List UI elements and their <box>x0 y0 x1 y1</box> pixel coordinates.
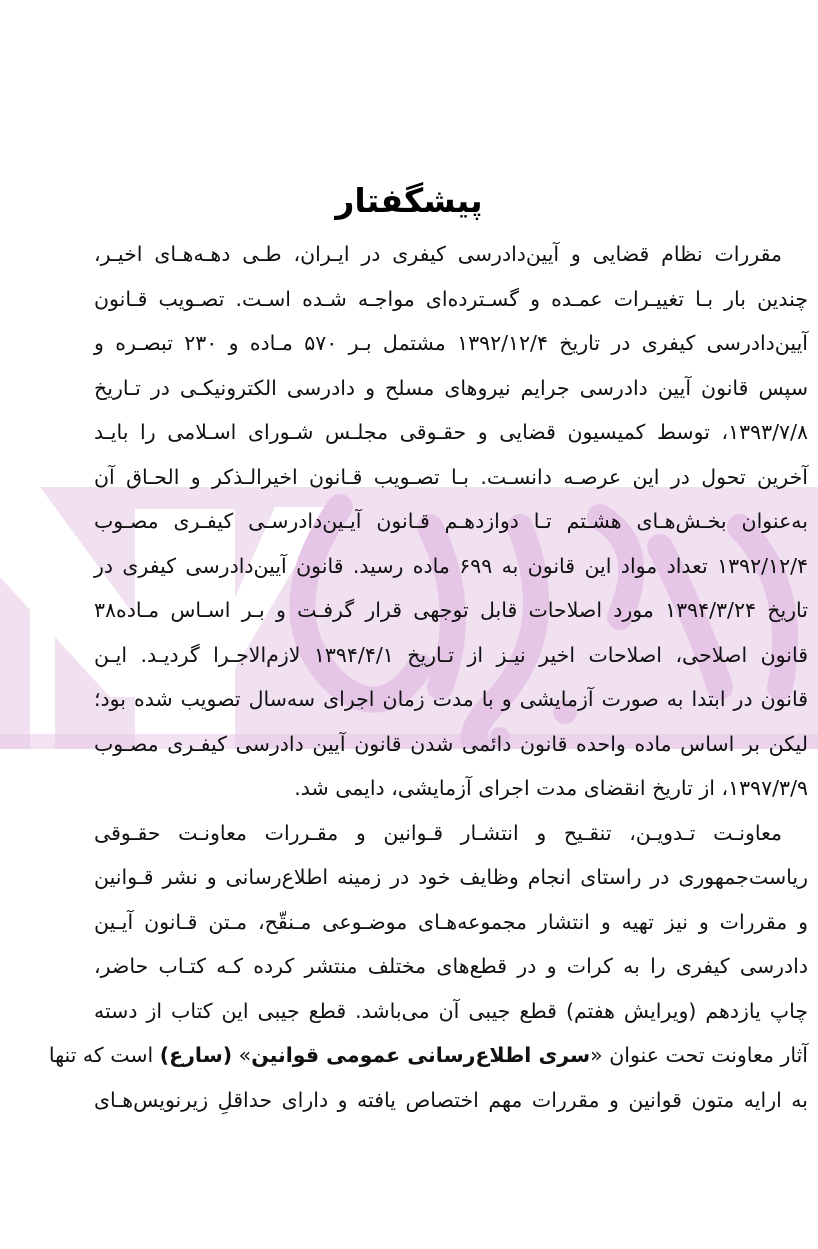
text-line: ۱۳۹۷/۳/۹، از تاریخ انقضای مدت اجرای آزمایشی، دایمی شد. <box>294 776 808 800</box>
body-text <box>48 232 808 1122</box>
text-line: قانون اصلاحی، اصلاحات اخیر نیـز از تـاریخ ۱۳۹۴/۴/۱ لازم‌الاجـرا گردیـد. ایـن <box>94 642 808 667</box>
page-title: پیشگفتار <box>335 181 483 220</box>
text-line: به ارایه متون قوانین و مقررات مهم اختصاص یافته و دارای حداقلِ زیرنویس‌هـای <box>94 1087 808 1112</box>
text-line: لیکن بر اساس ماده واحده قانون دائمی شدن قانون آیین دادرسی کیفـری مصـوب <box>94 731 808 756</box>
text-line: قانون در ابتدا به صورت آزمایشی و با مدت زمان اجرای سه‌سال تصویب شده بود؛ <box>94 687 808 711</box>
text-segment: » <box>232 1043 252 1067</box>
text-line: و مقررات و نیز تهیه و انتشار مجموعه‌هـای موضـوعی مـنقّح، مـتن قـانون آیـین <box>94 909 808 934</box>
text-line: معاونـت تـدویـن، تنقـیح و انتشـار قـوانین و مقـررات معاونـت حقـوقی <box>94 820 782 845</box>
text-line: چاپ یازدهم (ویرایش هفتم) قطع جیبی آن می‌باشد. قطع جیبی این کتاب از دسته <box>94 998 808 1023</box>
text-line: آخرین تحول در این عرصـه دانسـت. بـا تصـویب قـانون اخیرالـذکر و الحـاق آن <box>94 464 808 489</box>
series-abbreviation: (سارع) <box>159 1043 233 1067</box>
text-line: ۱۳۹۲/۱۲/۴ تعداد مواد این قانون به ۶۹۹ ماده رسید. قانون آیین‌دادرسی کیفری در <box>94 553 808 578</box>
text-line: ۱۳۹۳/۷/۸، توسط کمیسیون قضایی و حقـوقی مجلـس شـورای اسـلامی را بایـد <box>94 420 808 444</box>
text-line: چندین بار بـا تغییـرات عمـده و گسـترده‌ای مواجـه شـده اسـت. تصـویب قـانون <box>94 286 808 311</box>
text-line-with-series-title <box>48 1033 808 1078</box>
text-line: به‌عنوان بخـش‌هـای هشـتم تـا دوازدهـم قـانون آیـین‌دادرسـی کیفـری مصـوب <box>94 509 808 533</box>
text-segment: است که تنها <box>48 1043 160 1067</box>
text-line: آیین‌دادرسی کیفری در تاریخ ۱۳۹۲/۱۲/۴ مشتمل بـر ۵۷۰ مـاده و ۲۳۰ تبصـره و <box>94 331 808 355</box>
text-segment: آثار معاونت تحت عنوان « <box>590 1043 808 1067</box>
text-line: دادرسی کیفری را به کرات و در قطع‌های مختلف منتشر کرده کـه کتـاب حاضر، <box>94 954 808 978</box>
text-line: سپس قانون آیین دادرسی جرایم نیروهای مسلح و دادرسی الکترونیکـی در تـاریخ <box>94 375 808 400</box>
series-title: سری اطلاع‌رسانی عمومی قوانین <box>251 1043 591 1067</box>
text-line: ریاست‌جمهوری در راستای انجام وظایف خود در زمینه اطلاع‌رسانی و نشر قـوانین <box>94 865 808 889</box>
text-line: مقررات نظام قضایی و آیین‌دادرسی کیفری در ایـران، طـی دهـه‌هـای اخیـر، <box>94 242 782 266</box>
text-line: تاریخ ۱۳۹۴/۳/۲۴ مورد اصلاحات قابل توجهی قرار گرفـت و بـر اسـاس مـاده۳۸ <box>94 598 808 622</box>
